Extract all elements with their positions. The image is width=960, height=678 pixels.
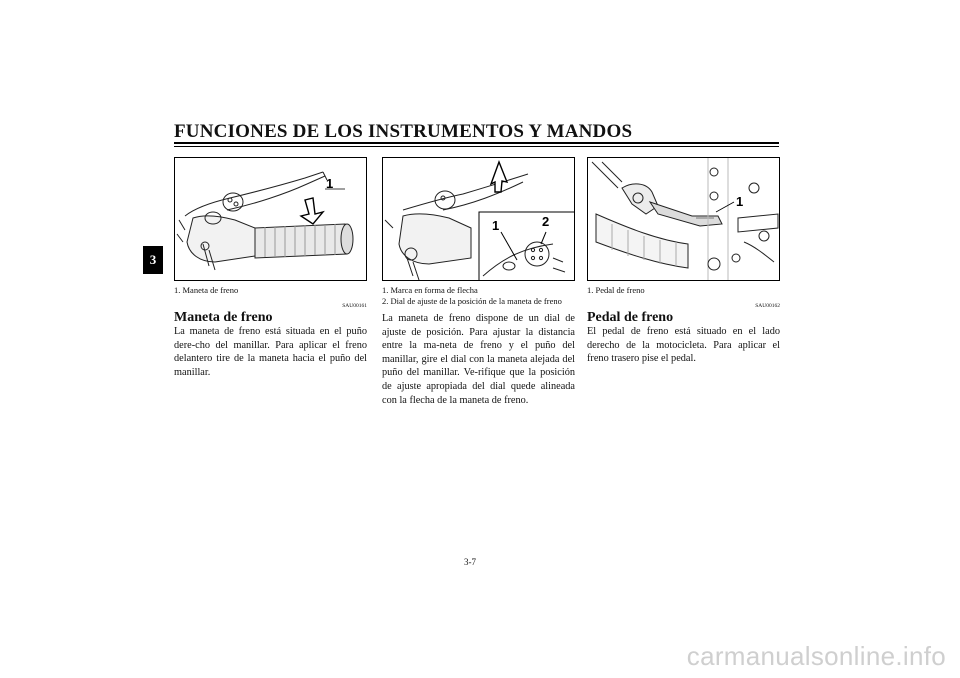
- brake-pedal-figure: [587, 157, 780, 281]
- title-rule-thin: [174, 146, 779, 147]
- figure-callout-1: 1: [326, 176, 334, 191]
- figure-caption: 2. Dial de ajuste de la posición de la maneta de freno: [382, 296, 562, 306]
- page-title: FUNCIONES DE LOS INSTRUMENTOS Y MANDOS: [174, 121, 633, 142]
- figure-callout-2: 2: [542, 214, 550, 229]
- chapter-tab: 3: [143, 246, 163, 274]
- figure-caption: 1. Pedal de freno: [587, 285, 645, 295]
- figure-caption: 1. Maneta de freno: [174, 285, 239, 295]
- section-code: SAU00162: [755, 303, 780, 309]
- section-body: La maneta de freno está situada en el puño dere-cho del manillar. Para aplicar el freno delantero tire de la maneta hacia el puño del manillar.: [174, 326, 367, 378]
- figure-callout-1: 1: [736, 194, 744, 209]
- figure-caption: 1. Marca en forma de flecha: [382, 285, 478, 295]
- section-code: SAU00161: [342, 303, 367, 309]
- section-body: El pedal de freno está situado en el lado derecho de la motocicleta. Para aplicar el freno trasero pise el pedal.: [587, 326, 780, 365]
- section-body: La maneta de freno dispone de un dial de ajuste de posición. Para ajustar la distancia entre la ma-neta de freno y el puño del manillar, gire el dial con la maneta alejada del puño del manillar. Ve-rifique que la posición de ajuste apropiada del dial quede alineada con la flecha de la maneta de freno.: [382, 313, 575, 406]
- page-number: 3-7: [464, 557, 476, 567]
- brake-lever-illustration: [175, 158, 367, 281]
- brake-lever-figure: [174, 157, 367, 281]
- section-heading: Maneta de freno: [174, 310, 273, 325]
- section-heading: Pedal de freno: [587, 310, 674, 325]
- title-rule: [174, 142, 779, 144]
- figure-callout-1: 1: [492, 218, 500, 233]
- brake-pedal-illustration: [588, 158, 780, 281]
- watermark: carmanualsonline.info: [686, 641, 946, 671]
- lever-adjuster-figure: [382, 157, 575, 281]
